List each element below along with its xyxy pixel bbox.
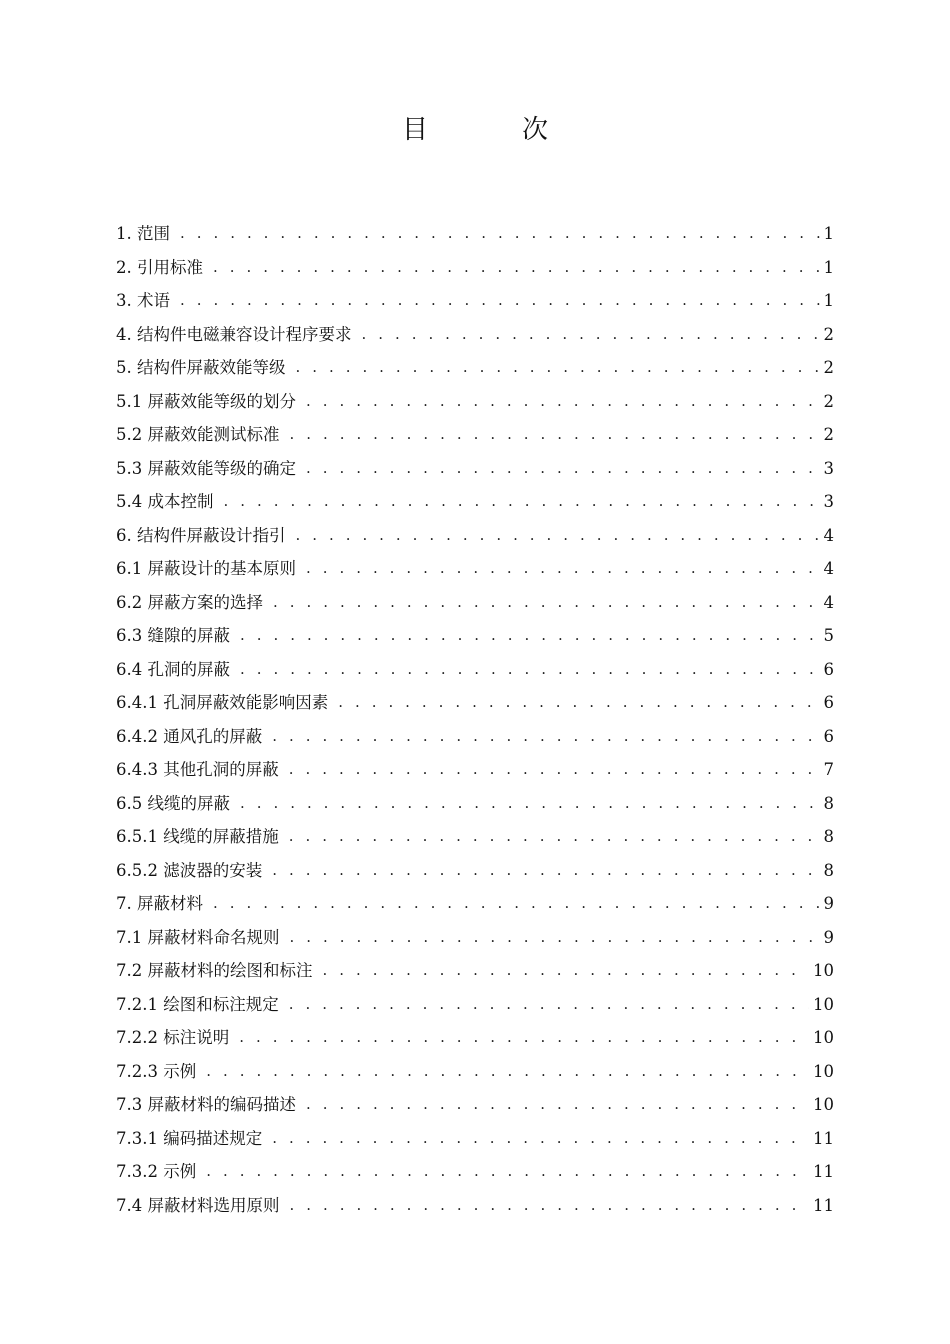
toc-entry[interactable] bbox=[116, 217, 834, 251]
page-title: 目 次 bbox=[401, 115, 582, 145]
toc-entry[interactable] bbox=[116, 1055, 834, 1089]
toc-entry[interactable] bbox=[116, 753, 834, 787]
toc-leader-dots bbox=[296, 519, 820, 553]
toc-entry-page: 5 bbox=[823, 626, 834, 645]
toc-entry-page: 10 bbox=[813, 994, 834, 1014]
toc-entry-page: 9 bbox=[823, 894, 834, 913]
toc-entry-page: 10 bbox=[813, 961, 834, 980]
toc-entry[interactable] bbox=[116, 519, 834, 553]
toc-leader-dots bbox=[306, 1088, 809, 1122]
toc-entry-label: 1. 范围 bbox=[116, 224, 170, 243]
toc-entry-label: 6.5.1 线缆的屏蔽措施 bbox=[116, 827, 279, 846]
toc-entry[interactable] bbox=[116, 720, 834, 754]
toc-entry-page: 4 bbox=[823, 559, 834, 578]
toc-entry-page: 10 bbox=[813, 1028, 834, 1047]
toc-entry-label: 7.3.1 编码描述规定 bbox=[116, 1128, 263, 1148]
toc-entry-page: 2 bbox=[823, 324, 834, 344]
toc-entry[interactable] bbox=[116, 887, 834, 921]
toc-entry-page: 1 bbox=[823, 257, 834, 277]
toc-entry[interactable] bbox=[116, 385, 834, 419]
toc-entry-label: 7.3 屏蔽材料的编码描述 bbox=[116, 1095, 296, 1114]
toc-entry-label: 5.4 成本控制 bbox=[116, 492, 214, 511]
toc-entry-page: 11 bbox=[813, 1128, 834, 1148]
toc-entry-page: 11 bbox=[813, 1195, 834, 1215]
toc-entry[interactable] bbox=[116, 1021, 834, 1055]
toc-entry-page: 8 bbox=[823, 827, 834, 846]
toc-entry-label: 5.2 屏蔽效能测试标准 bbox=[116, 425, 280, 444]
toc-entry[interactable] bbox=[116, 619, 834, 653]
toc-entry[interactable] bbox=[116, 318, 834, 352]
toc-leader-dots bbox=[290, 1189, 810, 1223]
toc-leader-dots bbox=[296, 351, 820, 385]
toc-leader-dots bbox=[338, 686, 819, 720]
toc-entry-label: 6.4.2 通风孔的屏蔽 bbox=[116, 726, 263, 746]
toc-entry-label: 7.2.3 示例 bbox=[116, 1061, 197, 1081]
toc-entry-label: 5. 结构件屏蔽效能等级 bbox=[116, 358, 286, 377]
toc-entry-label: 7.1 屏蔽材料命名规则 bbox=[116, 927, 280, 947]
toc-entry[interactable] bbox=[116, 820, 834, 854]
toc-entry[interactable] bbox=[116, 787, 834, 821]
toc-entry-page: 11 bbox=[813, 1162, 834, 1181]
toc-leader-dots bbox=[290, 921, 820, 955]
toc-entry[interactable] bbox=[116, 988, 834, 1022]
toc-leader-dots bbox=[289, 753, 820, 787]
toc-entry[interactable] bbox=[116, 251, 834, 285]
toc-entry-label: 3. 术语 bbox=[116, 291, 170, 310]
toc-entry[interactable] bbox=[116, 284, 834, 318]
toc-entry-page: 6 bbox=[823, 659, 834, 679]
toc-entry-label: 7.3.2 示例 bbox=[116, 1162, 197, 1181]
table-of-contents bbox=[116, 217, 834, 1222]
toc-leader-dots bbox=[240, 653, 820, 687]
toc-leader-dots bbox=[272, 1122, 809, 1156]
toc-entry-label: 6.1 屏蔽设计的基本原则 bbox=[116, 559, 296, 578]
toc-entry-label: 6.5.2 滤波器的安装 bbox=[116, 860, 263, 880]
toc-leader-dots bbox=[240, 619, 820, 653]
toc-entry[interactable] bbox=[116, 921, 834, 955]
toc-entry-label: 6.4 孔洞的屏蔽 bbox=[116, 659, 230, 679]
toc-entry[interactable] bbox=[116, 552, 834, 586]
toc-leader-dots bbox=[180, 284, 820, 318]
toc-entry[interactable] bbox=[116, 1189, 834, 1223]
toc-entry-label: 6.5 线缆的屏蔽 bbox=[116, 793, 230, 813]
toc-entry[interactable] bbox=[116, 954, 834, 988]
toc-entry-page: 2 bbox=[823, 391, 834, 411]
toc-entry[interactable] bbox=[116, 686, 834, 720]
toc-entry-page: 8 bbox=[823, 793, 834, 813]
toc-leader-dots bbox=[290, 418, 820, 452]
toc-entry[interactable] bbox=[116, 1088, 834, 1122]
toc-leader-dots bbox=[224, 485, 820, 519]
toc-entry-label: 7.2 屏蔽材料的绘图和标注 bbox=[116, 961, 313, 980]
toc-leader-dots bbox=[272, 854, 819, 888]
toc-leader-dots bbox=[213, 887, 820, 921]
toc-entry-label: 6.4.3 其他孔洞的屏蔽 bbox=[116, 760, 279, 779]
toc-leader-dots bbox=[272, 720, 819, 754]
toc-leader-dots bbox=[213, 251, 820, 285]
toc-leader-dots bbox=[206, 1155, 809, 1189]
toc-entry-label: 5.1 屏蔽效能等级的划分 bbox=[116, 391, 296, 411]
toc-entry-page: 3 bbox=[823, 458, 834, 478]
toc-entry-label: 7.4 屏蔽材料选用原则 bbox=[116, 1195, 280, 1215]
toc-leader-dots bbox=[180, 217, 820, 251]
toc-entry-label: 6.4.1 孔洞屏蔽效能影响因素 bbox=[116, 693, 329, 712]
toc-leader-dots bbox=[273, 586, 820, 620]
toc-entry-page: 1 bbox=[823, 224, 834, 243]
toc-leader-dots bbox=[240, 787, 820, 821]
toc-entry-label: 6.3 缝隙的屏蔽 bbox=[116, 626, 230, 645]
toc-entry-label: 7. 屏蔽材料 bbox=[116, 894, 203, 913]
toc-entry-label: 5.3 屏蔽效能等级的确定 bbox=[116, 458, 296, 478]
toc-leader-dots bbox=[289, 988, 809, 1022]
toc-entry[interactable] bbox=[116, 586, 834, 620]
toc-entry-page: 4 bbox=[823, 592, 834, 612]
toc-entry-page: 3 bbox=[823, 492, 834, 511]
toc-entry-page: 6 bbox=[823, 726, 834, 746]
toc-leader-dots bbox=[306, 552, 820, 586]
toc-entry[interactable] bbox=[116, 452, 834, 486]
toc-entry[interactable] bbox=[116, 653, 834, 687]
toc-entry[interactable] bbox=[116, 1155, 834, 1189]
toc-entry-page: 7 bbox=[823, 760, 834, 779]
toc-leader-dots bbox=[306, 452, 820, 486]
toc-entry[interactable] bbox=[116, 485, 834, 519]
toc-entry-page: 8 bbox=[823, 860, 834, 880]
toc-entry[interactable] bbox=[116, 418, 834, 452]
toc-leader-dots bbox=[289, 820, 820, 854]
toc-entry-page: 4 bbox=[823, 525, 834, 545]
toc-leader-dots bbox=[362, 318, 820, 352]
toc-entry-page: 10 bbox=[813, 1061, 834, 1081]
toc-entry[interactable] bbox=[116, 1122, 834, 1156]
toc-entry-page: 6 bbox=[823, 693, 834, 712]
toc-leader-dots bbox=[206, 1055, 809, 1089]
toc-entry-label: 7.2.1 绘图和标注规定 bbox=[116, 994, 279, 1014]
toc-entry-label: 6.2 屏蔽方案的选择 bbox=[116, 592, 263, 612]
toc-entry-page: 2 bbox=[823, 358, 834, 377]
toc-entry[interactable] bbox=[116, 351, 834, 385]
toc-entry-page: 9 bbox=[823, 927, 834, 947]
toc-entry-label: 4. 结构件电磁兼容设计程序要求 bbox=[116, 324, 352, 344]
toc-entry[interactable] bbox=[116, 854, 834, 888]
toc-entry-page: 10 bbox=[813, 1095, 834, 1114]
toc-entry-label: 6. 结构件屏蔽设计指引 bbox=[116, 525, 286, 545]
toc-leader-dots bbox=[323, 954, 810, 988]
toc-leader-dots bbox=[239, 1021, 809, 1055]
toc-entry-label: 7.2.2 标注说明 bbox=[116, 1028, 230, 1047]
toc-entry-page: 1 bbox=[823, 291, 834, 310]
toc-entry-page: 2 bbox=[823, 425, 834, 444]
toc-leader-dots bbox=[306, 385, 820, 419]
toc-entry-label: 2. 引用标准 bbox=[116, 257, 203, 277]
